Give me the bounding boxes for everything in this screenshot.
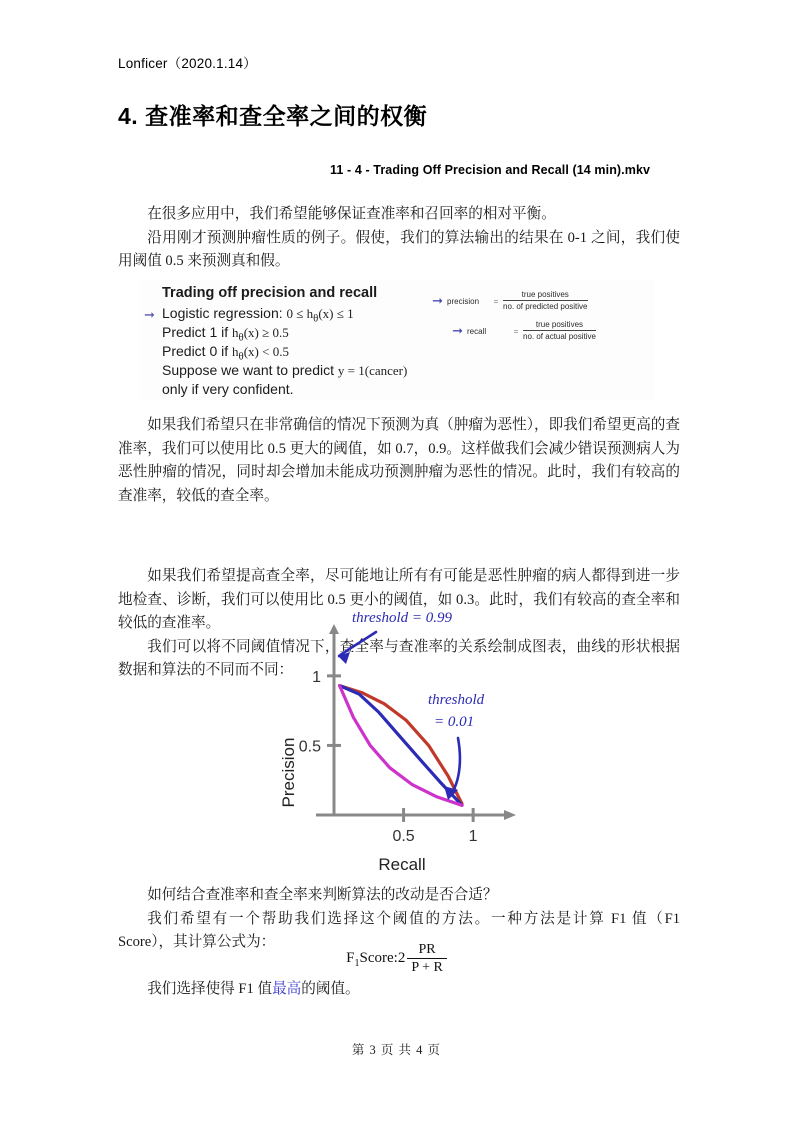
definition-label: recall bbox=[467, 326, 487, 336]
slide-line-text: Logistic regression: bbox=[162, 305, 283, 321]
precision-recall-chart bbox=[276, 600, 526, 875]
definition-recall bbox=[437, 316, 649, 346]
paragraph: 如果我们希望只在非常确信的情况下预测为真（肿瘤为恶性），即我们希望更高的查准率，我们可以使用比 0.5 更大的阈值，如 0.7，0.9。这样做我们会减少错误预测病人为恶性肿瘤的情况，同时却会增加未能成功预测肿瘤为恶性的情况。此时，我们有较高的查准率，较低的查全率。 bbox=[118, 417, 680, 504]
lecture-slide-image bbox=[140, 280, 655, 400]
fraction-numerator: PR bbox=[418, 942, 436, 957]
lecture-file-subtitle: 11 - 4 - Trading Off Precision and Recall (14 min).mkv bbox=[330, 163, 651, 177]
slide-line-math: $h_\theta(x) \ge 0.5$ bbox=[232, 325, 289, 344]
y-tick-label: 1 bbox=[312, 668, 321, 686]
formula-inline bbox=[346, 942, 447, 976]
annotation-arrow-icon bbox=[339, 632, 376, 656]
slide-line-text: Predict 1 if bbox=[162, 324, 229, 340]
f1-score-formula bbox=[0, 942, 793, 976]
slide-bullet-arrow-icon: ➞ bbox=[144, 307, 155, 322]
slide-line-math: $h_\theta(x) < 0.5$ bbox=[232, 344, 289, 363]
fraction-denominator: no. of actual positive bbox=[523, 332, 596, 341]
x-axis-label: Recall bbox=[378, 855, 426, 874]
slide-line-math: $0 \le h_\theta(x) \le 1$ bbox=[286, 306, 354, 325]
x-tick-label: 1 bbox=[468, 828, 478, 845]
slide-line-predict-0 bbox=[162, 343, 289, 363]
slide-line-text: only if very confident. bbox=[162, 381, 294, 397]
paragraph: 如果我们希望提高查全率，尽可能地让所有有可能是恶性肿瘤的病人都得到进一步地检查、诊断，我们可以使用比 0.5 更小的阈值，如 0.3。此时，我们有较高的查全率和较低的查准率。 bbox=[118, 568, 680, 631]
slide-line-text: Predict 0 if bbox=[162, 343, 229, 359]
fraction-denominator: no. of predicted positive bbox=[503, 302, 588, 311]
slide-line-text: Suppose we want to predict bbox=[162, 362, 334, 378]
formula-lead: $F_1Score:2$ bbox=[346, 949, 406, 969]
formula-fraction bbox=[407, 942, 447, 976]
slide-line-predict-1 bbox=[162, 324, 289, 344]
slide-line-logistic-regression bbox=[162, 305, 354, 325]
chart-svg bbox=[276, 600, 526, 875]
paragraph-block-intro bbox=[118, 203, 680, 274]
annotation-threshold-high: threshold = 0.99 bbox=[352, 610, 452, 626]
conclusion-suffix: 的阈值。 bbox=[301, 981, 360, 997]
annotation-arrow-icon bbox=[450, 738, 460, 796]
slide-line-suppose bbox=[162, 362, 407, 379]
definition-precision bbox=[417, 286, 649, 316]
slide-line-math: y = 1(cancer) bbox=[337, 363, 408, 378]
fraction-numerator: true positives bbox=[521, 290, 569, 299]
annotation-threshold-low-line1: threshold bbox=[428, 692, 485, 708]
conclusion-prefix: 我们选择使得 F1 值 bbox=[147, 981, 273, 997]
paragraph-block-precision bbox=[118, 414, 680, 508]
y-tick-label: 0.5 bbox=[298, 738, 321, 756]
paragraph: 我们希望有一个帮助我们选择这个阈值的方法。一种方法是计算 F1 值（F1 Score），其计算公式为： bbox=[118, 910, 680, 950]
document-header: Lonficer（2020.1.14） bbox=[118, 56, 257, 71]
equals-sign: = bbox=[493, 296, 499, 306]
page-footer: 第 3 页 共 4 页 bbox=[351, 1043, 442, 1057]
definition-fraction bbox=[503, 290, 588, 312]
definition-label: precision bbox=[447, 296, 480, 306]
fraction-numerator: true positives bbox=[535, 320, 584, 329]
paragraph: 我们可以将不同阈值情况下，查全率与查准率的关系绘制成图表，曲线的形状根据数据和算法的不同而不同： bbox=[118, 638, 680, 678]
page-title: 4. 查准率和查全率之间的权衡 bbox=[118, 103, 428, 129]
equals-sign: = bbox=[513, 326, 519, 336]
slide-line-confident bbox=[162, 381, 294, 397]
definition-fraction bbox=[523, 320, 596, 342]
slide-definitions bbox=[417, 286, 649, 346]
paragraph bbox=[118, 978, 680, 1002]
arrow-right-icon: ➞ bbox=[432, 293, 443, 308]
arrow-right-icon: ➞ bbox=[452, 323, 463, 338]
annotation-threshold-low-line2: = 0.01 bbox=[434, 714, 475, 730]
paragraph: 沿用刚才预测肿瘤性质的例子。假使，我们的算法输出的结果在 0-1 之间，我们使用阈值 0.5 来预测真和假。 bbox=[118, 229, 680, 269]
conclusion-highlight: 最高 bbox=[272, 981, 302, 997]
paragraph: 如何结合查准率和查全率来判断算法的改动是否合适？ bbox=[147, 887, 498, 903]
x-tick-label: 0.5 bbox=[392, 828, 415, 845]
slide-title: Trading off precision and recall bbox=[162, 285, 378, 301]
fraction-denominator: P + R bbox=[407, 958, 447, 976]
paragraph: 在很多应用中，我们希望能够保证查准率和召回率的相对平衡。 bbox=[147, 206, 556, 222]
y-axis-label: Precision bbox=[279, 737, 298, 808]
paragraph-block-conclusion bbox=[118, 978, 680, 1002]
